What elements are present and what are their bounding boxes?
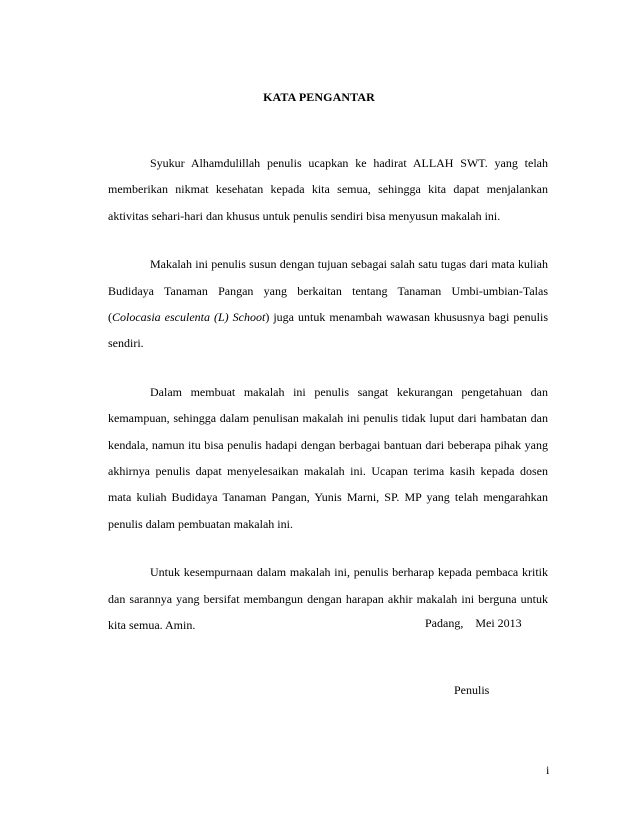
paragraph-2 (108, 251, 548, 357)
page-title: KATA PENGANTAR (263, 90, 375, 104)
author-signature: Penulis (454, 683, 490, 697)
paragraph-2-text-after: ) juga untuk menambah wawasan khususnya bagi penulis sendiri. (108, 310, 549, 351)
paragraph-3: Dalam membuat makalah ini penulis sangat kekurangan pengetahuan dan kemampuan, sehingga dalam penulisan makalah ini penulis tidak luput dari hambatan dan kendala, namun itu bisa penulis hadapi dengan berbagai bantuan dari beberapa pihak yang akhirnya penulis dapat menyelesaikan makalah ini. Ucapan terima kasih kepada dosen mata kuliah Budidaya Tanaman Pangan, Yunis Marni, SP. MP yang telah mengarahkan penulis dalam pembuatan makalah ini. (108, 384, 548, 531)
paragraph-2-text-before: Makalah ini penulis susun dengan tujuan sebagai salah satu tugas dari mata kuliah Budidaya Tanaman Pangan yang berkaitan tentang Tanaman Umbi-umbian-Talas ( (108, 257, 548, 325)
paragraph-1: Syukur Alhamdulillah penulis ucapkan ke hadirat ALLAH SWT. yang telah memberikan nikmat kesehatan kepada kita semua, sehingga kita dapat menjalankan aktivitas sehari-hari dan khusus untuk penulis sendiri bisa menyusun makalah ini. (108, 156, 548, 223)
document-body (108, 150, 548, 661)
scientific-name: Colocasia esculenta (L) Schoot (112, 310, 266, 325)
place-date: Padang, Mei 2013 (425, 616, 522, 630)
page-number: i (546, 763, 550, 777)
paragraph-4: Untuk kesempurnaan dalam makalah ini, penulis berharap kepada pembaca kritik dan sarannya yang bersifat membangun dengan harapan akhir makalah ini berguna untuk kita semua. Amin. (108, 565, 548, 633)
